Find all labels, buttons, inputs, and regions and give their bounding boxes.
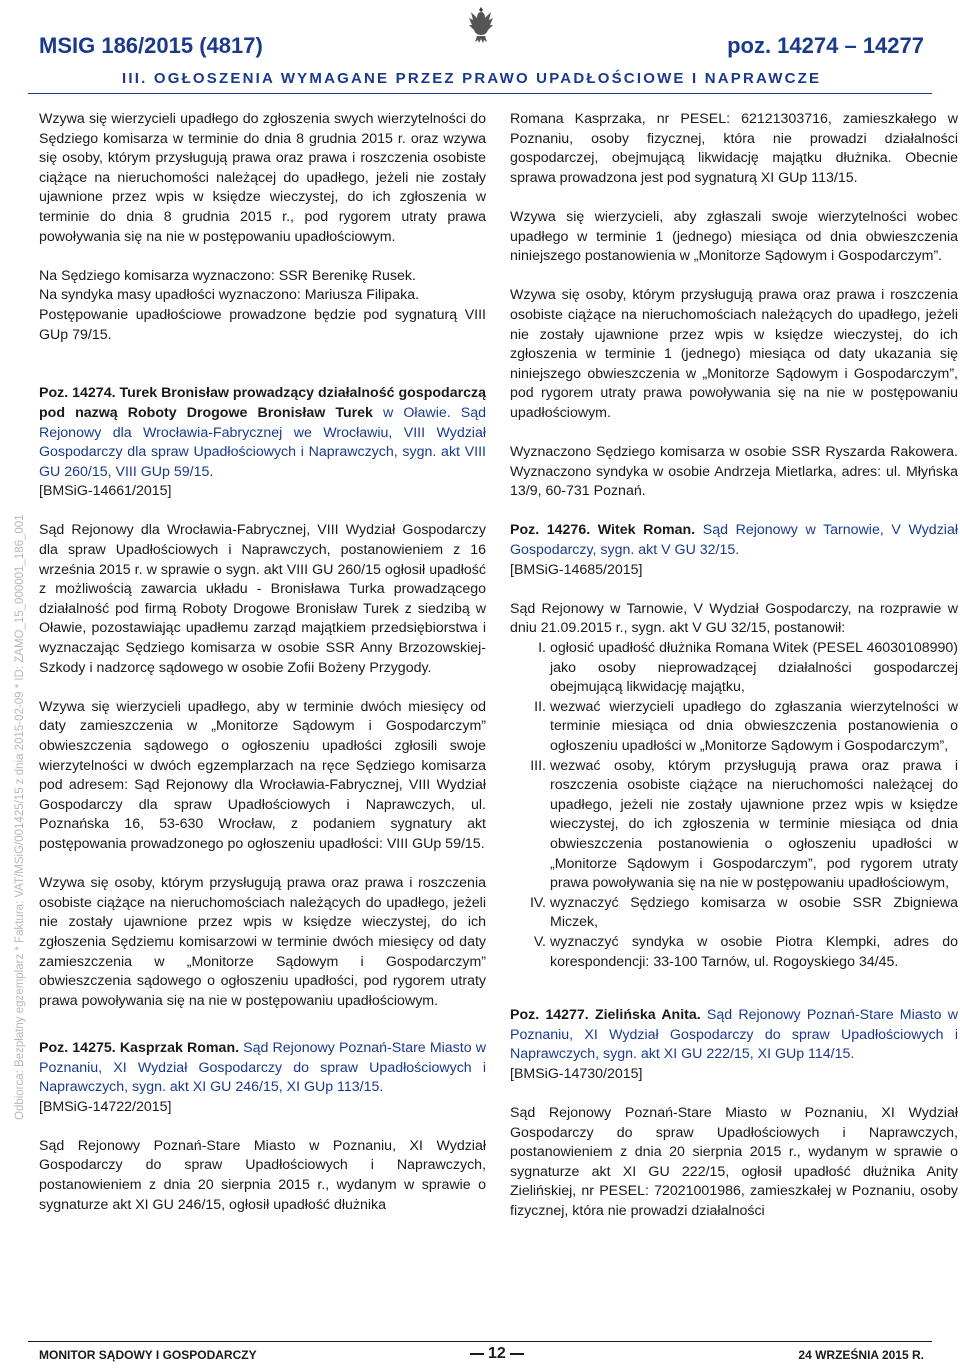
list-text: wezwać osoby, którym przysługują prawa oraz prawa i roszczenia osobiste ciążące na nieruchomości należącej do upadłego, jeżeli nie zostały ujawnione przez wpis w księdze wieczystej, do ich zgłoszenia w terminie miesiąca od dnia obwieszczenia postanowienia o ogłoszeniu upadłości w „Monitorze Sądowym i Gospodarczym”, pod rygorem utraty prawa powoływania się na nie w postępowaniu upadłościowym,	[550, 757, 958, 892]
text-line: Na Sędziego komisarza wyznaczono: SSR Berenikę Rusek.	[39, 267, 416, 284]
list-item	[510, 757, 958, 894]
position-label: Poz. 14274.	[39, 385, 116, 402]
notice-heading-14276	[510, 521, 958, 560]
notice-code: [BMSiG-14685/2015]	[510, 561, 643, 578]
notice-court: Sąd Rejonowy Poznań-Stare Miasto w Poznaniu, XI Wydział Gospodarczy do spraw Upadłościowych i Naprawczych, sygn. akt XI GU 246/15, XI GUp 113/15.	[39, 1039, 486, 1096]
list-number: II.	[534, 698, 546, 715]
page-number	[466, 1345, 528, 1363]
page-number-value: 12	[488, 1345, 506, 1362]
notice-heading-14275	[39, 1039, 486, 1098]
position-label: Poz. 14276.	[510, 522, 591, 539]
list-number: I.	[538, 640, 546, 657]
paragraph: Wzywa się wierzycieli upadłego do zgłoszenia swych wierzytelności do Sędziego komisarza w terminie do dnia 8 grudnia 2015 r. oraz wzywa się osoby, którym przysługują prawa oraz prawa i roszczenia osobiste ciążące na nieruchomości należącej do upadłego, jeżeli nie zostały ujawnione przez wpis w księdze wieczystej, do ich zgłoszenia w terminie do dnia 8 grudnia 2015 r., pod rygorem utraty prawa powoływania się na nie w postępowaniu upadłościowym.	[39, 111, 486, 245]
dash-decoration	[470, 1353, 484, 1355]
notice-court: Sąd Rejonowy w Tarnowie, V Wydział Gospodarczy, sygn. akt V GU 32/15.	[510, 522, 958, 559]
notice-code: [BMSiG-14661/2015]	[39, 483, 172, 500]
text-line: Postępowanie upadłościowe prowadzone będzie pod sygnaturą VIII GUp 79/15.	[39, 306, 486, 343]
list-item	[510, 639, 958, 698]
dash-decoration	[510, 1353, 524, 1355]
paragraph: Sąd Rejonowy Poznań-Stare Miasto w Poznaniu, XI Wydział Gospodarczy do spraw Upadłościowych i Naprawczych, postanowieniem z dnia 20 sierpnia 2015 r., wydanym w sprawie o sygnaturze akt XI GU 222/15, ogłosił upadłość dłużnika Anity Zielińskiej, nr PESEL: 72021001986, zamieszkałej w Poznaniu, osoby fizycznej, która nie prowadzi działalności	[510, 1105, 958, 1220]
polish-eagle-emblem-icon	[467, 3, 495, 47]
position-label: Poz. 14277.	[510, 1007, 589, 1024]
notice-court: Sąd Rejonowy Poznań-Stare Miasto w Poznaniu, XI Wydział Gospodarczy do spraw Upadłościowych i Naprawczych, sygn. akt XI GU 222/15, XI GUp 114/15.	[510, 1007, 958, 1063]
paragraph	[39, 267, 486, 345]
side-watermark: Odbiorca: Bezpłatny egzemplarz * Faktura: VAT/MSiG/001425/15 z dnia 2015-02-09 * ID: ZAMO_15_000001_186_001	[14, 514, 26, 1120]
journal-issue-header: MSIG 186/2015 (4817)	[39, 33, 263, 58]
paragraph: Sąd Rejonowy Poznań-Stare Miasto w Poznaniu, XI Wydział Gospodarczy do spraw Upadłościowych i Naprawczych, postanowieniem z dnia 20 sierpnia 2015 r., wydanym w sprawie o sygnaturze akt XI GU 246/15, ogłosił upadłość dłużnika	[39, 1137, 486, 1213]
paragraph: Wzywa się osoby, którym przysługują prawa oraz prawa i roszczenia osobiste ciążące na nieruchomościach należących do upadłego, jeżeli nie zostały ujawnione przez wpis w księdze wieczystej, do ich zgłoszenia w terminie 1 (jednego) miesiąca od daty ukazania się niniejszego obwieszczenia w „Monitorze Sądowym i Gospodarczym”, pod rygorem utraty prawa powoływania się na nie w postępowaniu upadłościowym.	[510, 287, 958, 421]
list-text: wyznaczyć syndyka w osobie Piotra Klempki, adres do korespondencji: 33-100 Tarnów, ul. Rogoyskiego 34/45.	[550, 933, 958, 970]
position-label: Poz. 14275.	[39, 1039, 116, 1056]
positions-range-header: poz. 14274 – 14277	[727, 33, 924, 58]
section-title: III. OGŁOSZENIA WYMAGANE PRZEZ PRAWO UPADŁOŚCIOWE I NAPRAWCZE	[122, 70, 822, 87]
list-item	[510, 698, 958, 757]
paragraph: Wzywa się wierzycieli upadłego, aby w terminie dwóch miesięcy od daty zamieszczenia w „Monitorze Sądowym i Gospodarczym” obwieszczenia sądowego o ogłoszeniu upadłości zgłosili swoje wierzytelności w dwóch egzemplarzach na ręce Sędziego komisarza pod adresem: Sąd Rejonowy dla Wrocławia-Fabrycznej, VIII Wydział Gospodarczy dla spraw Upadłościowych i Naprawczych, ul. Poznańska 16, 53-630 Wrocław, z podaniem sygnatury akt postępowania prowadzonego po ogłoszeniu upadłości: VIII GUp 59/15.	[39, 698, 486, 852]
paragraph: Romana Kasprzaka, nr PESEL: 62121303716, zamieszkałego w Poznaniu, osoby fizycznej, która nie prowadzi działalności gospodarczej, obejmującą likwidację majątku dłużnika. Obecnie sprawa prowadzona jest pod sygnaturą XI GUp 113/15.	[510, 111, 958, 186]
paragraph: Wzywa się wierzycieli, aby zgłaszali swoje wierzytelności wobec upadłego w terminie 1 (jednego) miesiąca od dnia obwieszczenia niniejszego postanowienia w „Monitorze Sądowym i Gospodarczym”.	[510, 208, 958, 265]
paragraph: Sąd Rejonowy w Tarnowie, V Wydział Gospodarczy, na rozprawie w dniu 21.09.2015 r., sygn. akt V GU 32/15, postanowił:	[510, 600, 958, 637]
footer-divider	[28, 1341, 932, 1342]
footer-date: 24 WRZEŚNIA 2015 R.	[798, 1348, 924, 1362]
list-item	[510, 933, 958, 972]
paragraph: Wzywa się osoby, którym przysługują prawa oraz prawa i roszczenia osobiste ciążące na nieruchomościach należących do upadłego, jeżeli nie zostały ujawnione przez wpis w księdze wieczystej, do ich zgłoszenia Sędziemu komisarzowi w terminie dwóch miesięcy od daty zamieszczenia w „Monitorze Sądowym i Gospodarczym” obwieszczenia sądowego o ogłoszeniu upadłości, pod rygorem utraty prawa powoływania się na nie w postępowaniu upadłościowym.	[39, 875, 486, 1009]
debtor-name: Turek Bronisław prowadzący działalność gospodarczą pod nazwą Roboty Drogowe Bronisław Turek	[39, 385, 486, 421]
text-line: Na syndyka masy upadłości wyznaczono: Mariusza Filipaka.	[39, 287, 420, 304]
list-text: ogłosić upadłość dłużnika Romana Witek (PESEL 46030108990) jako osoby nieprowadzącej działalności gospodarczej obejmującą likwidację majątku,	[550, 640, 958, 696]
debtor-name: Witek Roman.	[597, 522, 696, 539]
debtor-name: Kasprzak Roman.	[119, 1039, 240, 1056]
list-item	[510, 894, 958, 933]
paragraph: Sąd Rejonowy dla Wrocławia-Fabrycznej, VIII Wydział Gospodarczy dla spraw Upadłościowych i Naprawczych, postanowieniem z 16 września 2015 r. w sprawie o sygn. akt VIII GU 260/15 ogłosił upadłość z możliwością zawarcia układu - Bronisława Turka prowadzącego działalność pod firmą Roboty Drogowe Bronisław Turek z siedzibą w Oławie, pozostawiając upadłemu zarząd majątkiem przedsiębiorstwa i wyznaczając Sędziego komisarza w osobie SSR Anny Brzozowskiej-Szkody i nadzorcę sądowego w osobie Zofii Bożeny Przygody.	[39, 522, 486, 676]
list-text: wyznaczyć Sędziego komisarza w osobie SSR Zbigniewa Miczek,	[550, 894, 958, 931]
list-number: III.	[530, 757, 546, 774]
notice-code: [BMSiG-14722/2015]	[39, 1098, 172, 1115]
notice-heading-14274	[39, 384, 486, 482]
list-number: IV.	[529, 894, 546, 911]
notice-code: [BMSiG-14730/2015]	[510, 1065, 643, 1082]
decision-list	[510, 639, 958, 972]
paragraph: Wyznaczono Sędziego komisarza w osobie SSR Ryszarda Rakowera. Wyznaczono syndyka w osobie Andrzeja Mietlarka, adres: ul. Młyńska 13/9, 60-731 Poznań.	[510, 444, 958, 500]
debtor-name: Zielińska Anita.	[594, 1007, 701, 1024]
right-column	[510, 110, 958, 1222]
notice-court: w Oławie. Sąd Rejonowy dla Wrocławia-Fabrycznej we Wrocławiu, VIII Wydział Gospodarczy dla spraw Upadłościowych i Naprawczych, sygn. akt VIII GU 260/15, VIII GUp 59/15.	[39, 404, 487, 480]
list-number: V.	[533, 933, 546, 950]
list-text: wezwać wierzycieli upadłego do zgłaszania wierzytelności w terminie miesiąca od dnia obwieszczenia postanowienia o ogłoszeniu upadłości w „Monitorze Sądowym i Gospodarczym”,	[550, 698, 958, 754]
footer-journal-name: MONITOR SĄDOWY I GOSPODARCZY	[39, 1348, 257, 1362]
header-divider	[28, 93, 932, 94]
left-column	[39, 110, 486, 1215]
notice-heading-14277	[510, 1006, 958, 1065]
